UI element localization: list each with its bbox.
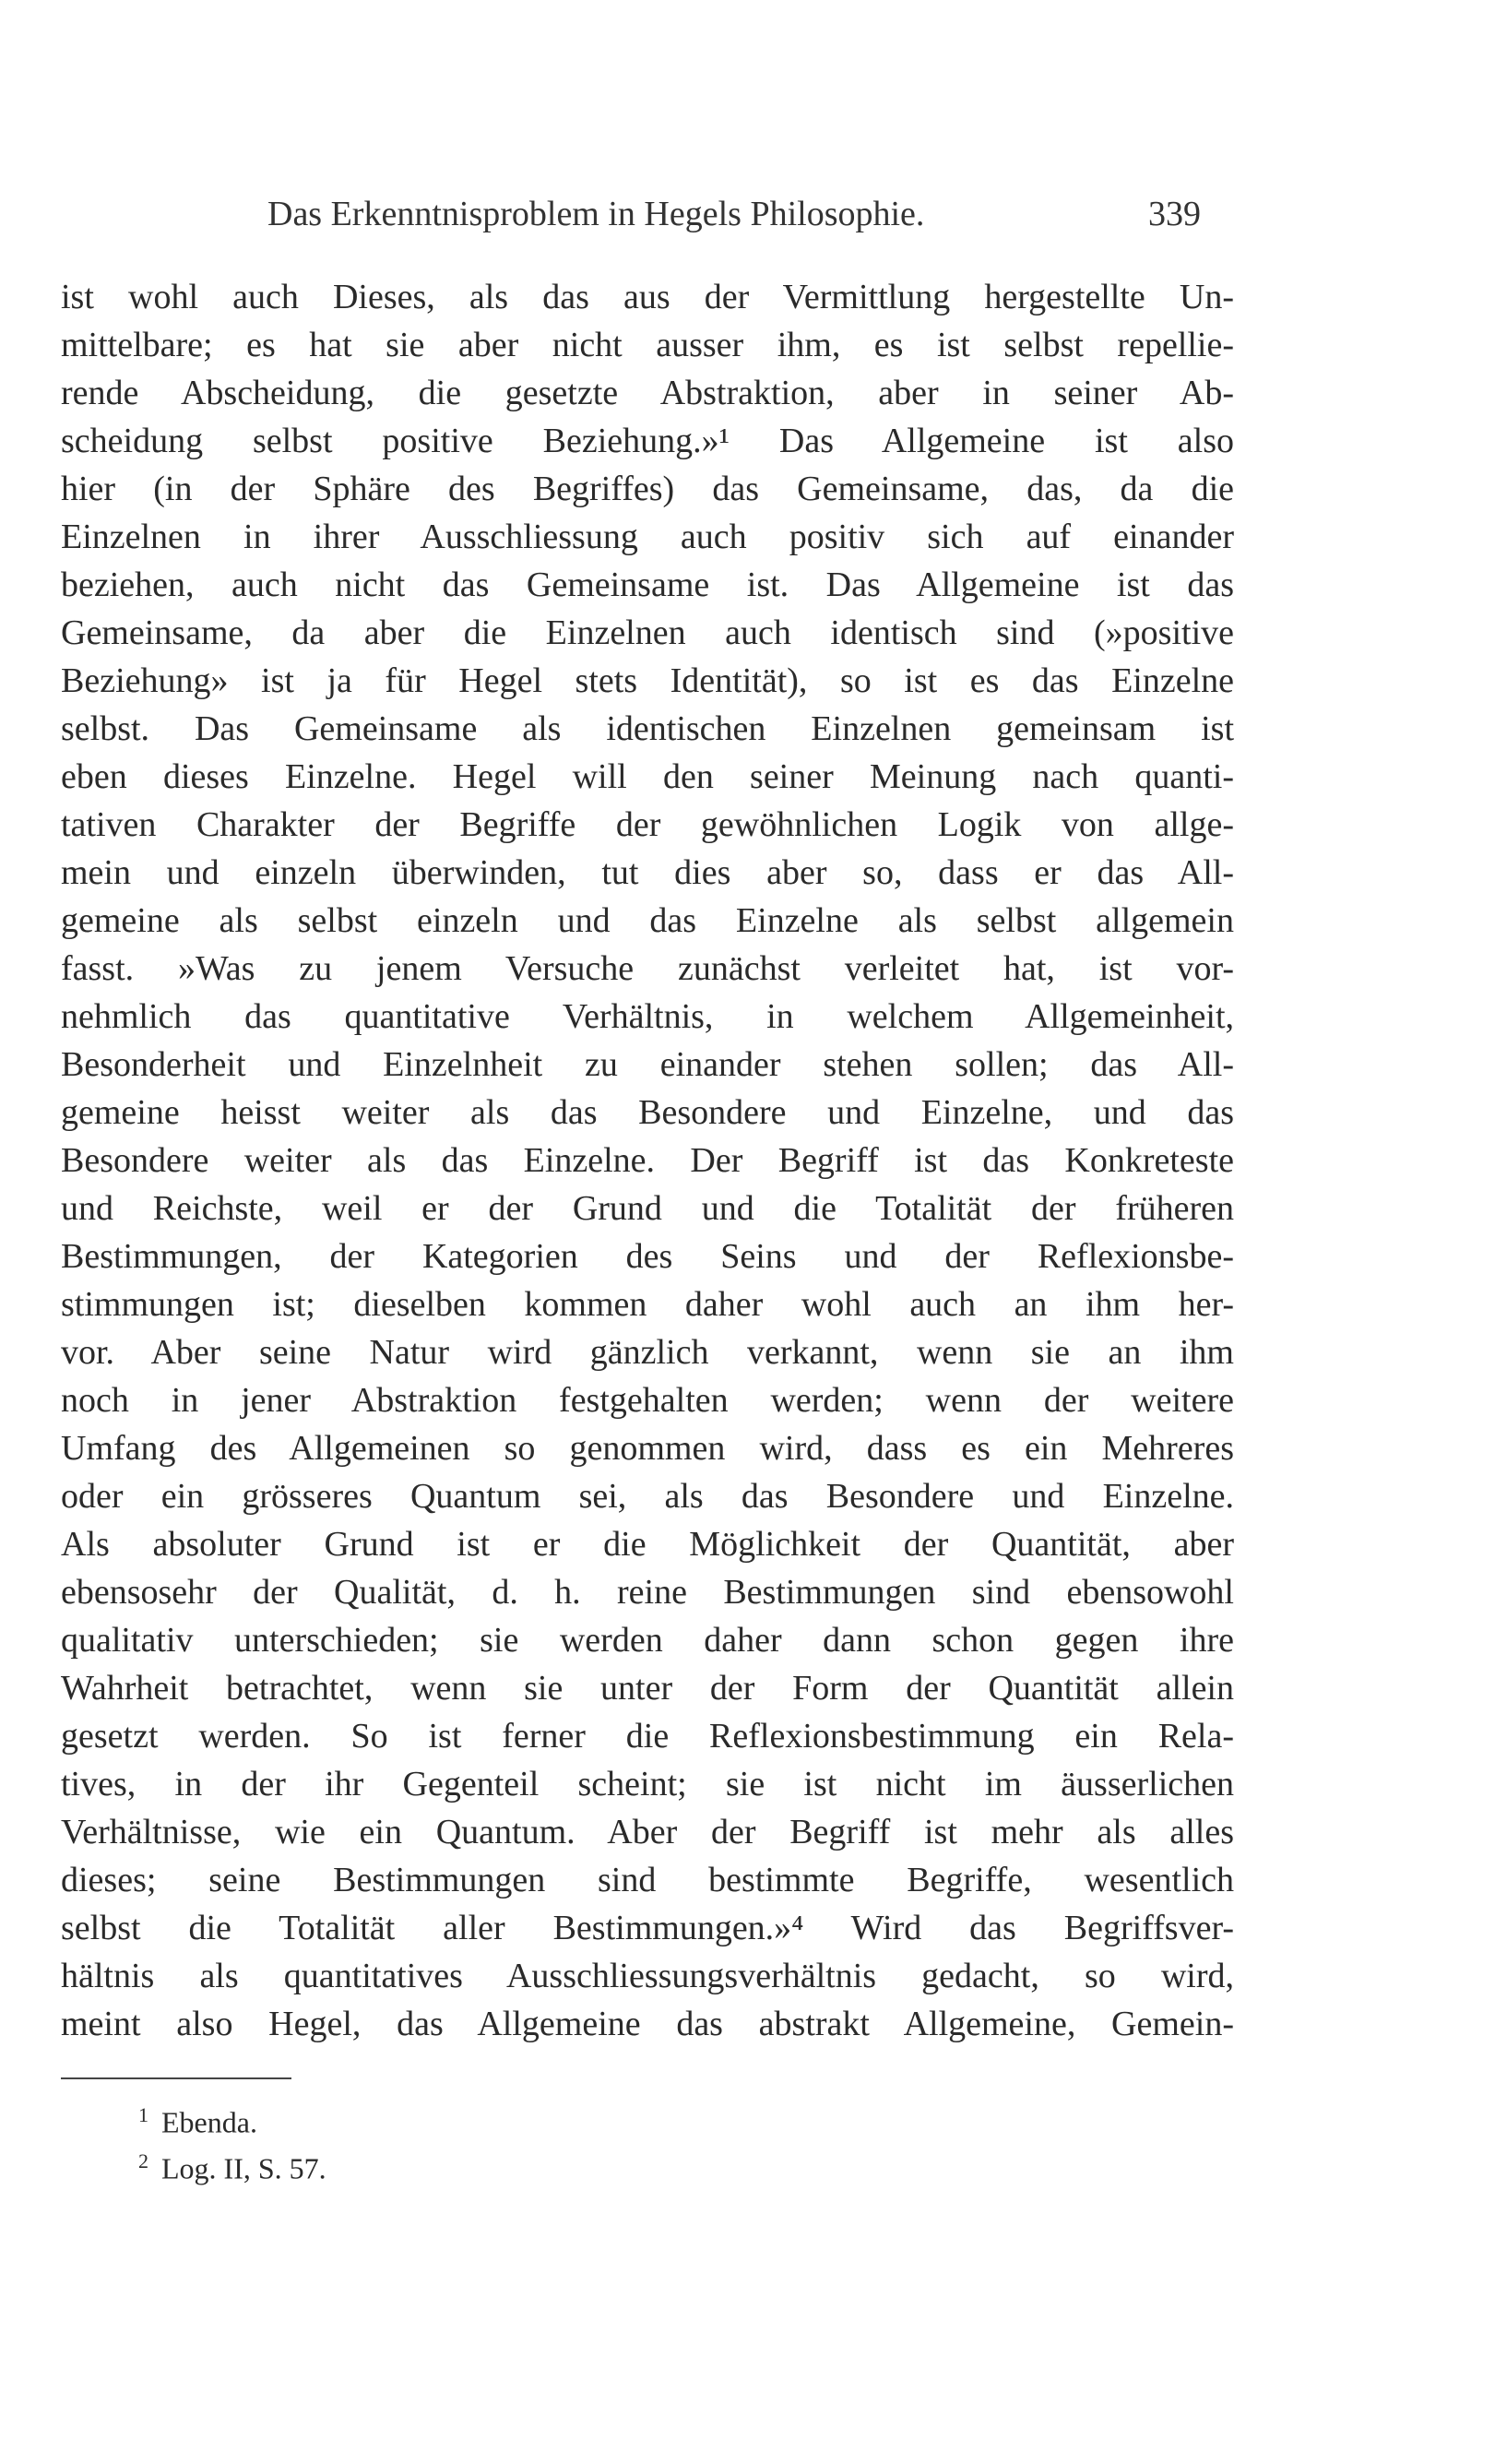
footnote [138,2138,876,2184]
page-number: 339 [1148,195,1201,233]
text-line: Gemeinsame, da aber die Einzelnen auch identisch sind (»positive [61,613,1234,652]
text-line: rende Abscheidung, die gesetzte Abstraktion, aber in seiner Ab- [61,374,1234,412]
text-line: meint also Hegel, das Allgemeine das abstrakt Allgemeine, Gemein- [61,2005,1234,2043]
footnote-divider [61,2077,291,2079]
text-line: tives, in der ihr Gegenteil scheint; sie ist nicht im äusserlichen [61,1765,1234,1803]
text-line: vor. Aber seine Natur wird gänzlich verkannt, wenn sie an ihm [61,1333,1234,1372]
running-head [267,190,1201,238]
text-line: eben dieses Einzelne. Hegel will den seiner Meinung nach quanti- [61,757,1234,796]
footnote-mark: 1 [138,2103,148,2126]
text-line: oder ein grösseres Quantum sei, als das Besondere und Einzelne. [61,1477,1234,1516]
text-line: nehmlich das quantitative Verhältnis, in welchem Allgemeinheit, [61,997,1234,1036]
text-line: Als absoluter Grund ist er die Möglichkeit der Quantität, aber [61,1525,1234,1564]
text-line: beziehen, auch nicht das Gemeinsame ist. Das Allgemeine ist das [61,565,1234,604]
text-line: dieses; seine Bestimmungen sind bestimmte Begriffe, wesentlich [61,1861,1234,1899]
text-line: tativen Charakter der Begriffe der gewöhnlichen Logik von allge- [61,805,1234,844]
text-line: Beziehung» ist ja für Hegel stets Identität), so ist es das Einzelne [61,661,1234,700]
text-line: Besonderheit und Einzelnheit zu einander stehen sollen; das All- [61,1045,1234,1084]
footnote-text: Log. II, S. 57. [161,2151,326,2185]
body-text [61,273,1234,2048]
text-line: noch in jener Abstraktion festgehalten werden; wenn der weitere [61,1381,1234,1420]
text-line: Bestimmungen, der Kategorien des Seins und der Reflexionsbe- [61,1237,1234,1276]
text-line: gesetzt werden. So ist ferner die Reflexionsbestimmung ein Rela- [61,1717,1234,1756]
text-line: ebensosehr der Qualität, d. h. reine Bestimmungen sind ebensowohl [61,1573,1234,1612]
text-line: und Reichste, weil er der Grund und die Totalität der früheren [61,1189,1234,1228]
text-line: Verhältnisse, wie ein Quantum. Aber der Begriff ist mehr als alles [61,1813,1234,1851]
footnotes [138,2092,876,2184]
text-line: selbst die Totalität aller Bestimmungen.»⁴ Wird das Begriffsver- [61,1909,1234,1947]
text-line: qualitativ unterschieden; sie werden daher dann schon gegen ihre [61,1621,1234,1660]
text-line: ist wohl auch Dieses, als das aus der Vermittlung hergestellte Un- [61,278,1234,316]
text-line: mein und einzeln überwinden, tut dies aber so, dass er das All- [61,853,1234,892]
text-line: fasst. »Was zu jenem Versuche zunächst verleitet hat, ist vor- [61,949,1234,988]
text-line: Umfang des Allgemeinen so genommen wird, dass es ein Mehreres [61,1429,1234,1468]
text-line: Wahrheit betrachtet, wenn sie unter der Form der Quantität allein [61,1669,1234,1708]
footnote-mark: 2 [138,2149,148,2172]
text-line: selbst. Das Gemeinsame als identischen Einzelnen gemeinsam ist [61,709,1234,748]
text-line: stimmungen ist; dieselben kommen daher wohl auch an ihm her- [61,1285,1234,1324]
footnote [138,2092,876,2138]
text-line: gemeine heisst weiter als das Besondere und Einzelne, und das [61,1093,1234,1132]
text-line: Besondere weiter als das Einzelne. Der Begriff ist das Konkreteste [61,1141,1234,1180]
text-line: mittelbare; es hat sie aber nicht ausser ihm, es ist selbst repellie- [61,326,1234,364]
text-line: hältnis als quantitatives Ausschliessungsverhältnis gedacht, so wird, [61,1957,1234,1995]
text-line: gemeine als selbst einzeln und das Einzelne als selbst allgemein [61,901,1234,940]
running-title: Das Erkenntnisproblem in Hegels Philosophie. [267,195,925,233]
text-line: hier (in der Sphäre des Begriffes) das Gemeinsame, das, da die [61,470,1234,508]
text-line: scheidung selbst positive Beziehung.»¹ Das Allgemeine ist also [61,422,1234,460]
text-line: Einzelnen in ihrer Ausschliessung auch positiv sich auf einander [61,518,1234,556]
footnote-text: Ebenda. [161,2105,257,2139]
